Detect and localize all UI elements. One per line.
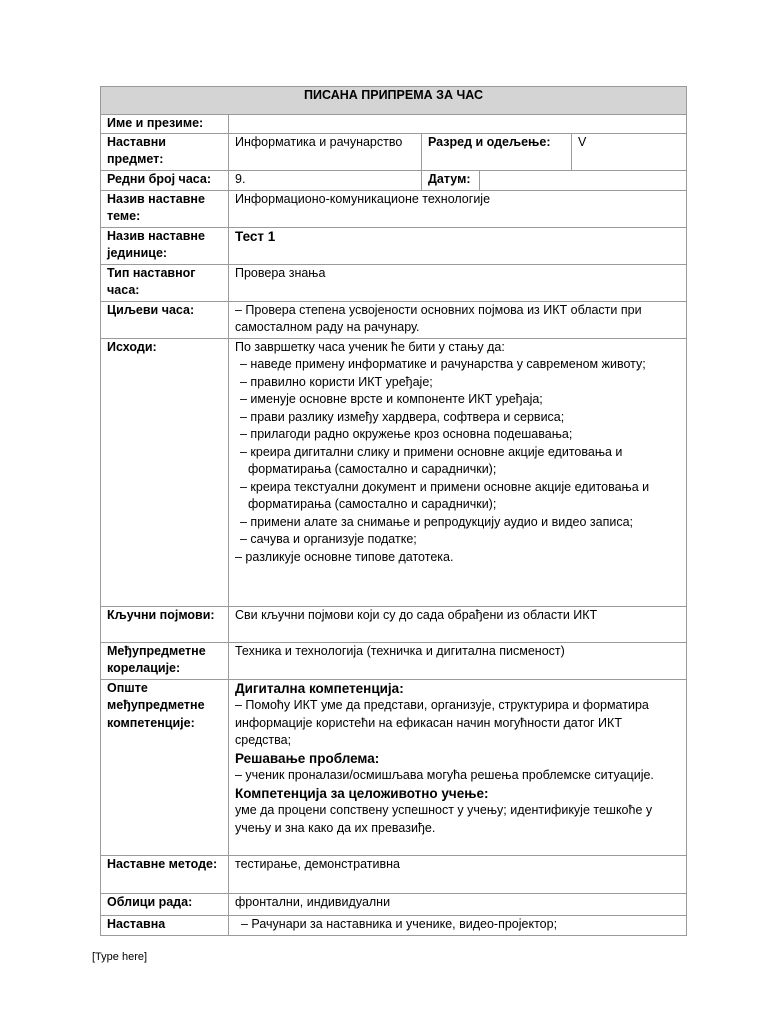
unit-value-text: Тест 1 <box>235 228 276 244</box>
class-type-value[interactable]: Провера знања <box>229 264 687 301</box>
lesson-number-label: Редни број часа: <box>101 170 229 190</box>
forms-label: Облици рада: <box>101 893 229 915</box>
grade-value[interactable]: V <box>572 133 687 170</box>
outcome-item: – сачува и организује податке; <box>240 532 417 546</box>
outcome-item: – наведе примену информатике и рачунарства у савременом животу; <box>240 357 646 371</box>
competence-heading-digital: Дигитална компетенција: <box>235 680 404 696</box>
page-footer: [Type here] <box>92 951 148 963</box>
methods-label: Наставне методе: <box>101 855 229 893</box>
correlations-label: Међупредметне корелације: <box>101 642 229 679</box>
date-label: Датум: <box>422 170 480 190</box>
lesson-number-value[interactable]: 9. <box>229 170 422 190</box>
outcome-item: – именује основне врсте и компоненте ИКТ уређаја; <box>240 392 543 406</box>
outcome-item: – креира текстуални документ и примени основне акције едитовања и форматирања (самостално и сараднички); <box>240 479 650 511</box>
key-terms-value[interactable]: Сви кључни појмови који су до сада обрађени из области ИКТ <box>229 606 687 642</box>
competence-text-lifelong: уме да процени сопствену успешност у учењу; идентификује тешкоће у учењу и зна како да их превазиђе. <box>235 803 653 835</box>
lesson-plan-table <box>100 86 687 936</box>
aids-value[interactable]: – Рачунари за наставника и ученике, видео-пројектор; <box>229 915 687 935</box>
competences-label: Опште међупредметне компетенције: <box>101 679 229 855</box>
date-value[interactable] <box>480 170 687 190</box>
aids-label: Наставна <box>101 915 229 935</box>
outcome-item: – правилно користи ИКТ уређаје; <box>240 374 433 389</box>
correlations-value[interactable]: Техника и технологија (техничка и дигитална писменост) <box>229 642 687 679</box>
goals-value[interactable]: – Провера степена усвојености основних појмова из ИКТ области при самосталном раду на рачунару. <box>229 301 687 338</box>
unit-value[interactable] <box>229 227 687 264</box>
topic-label: Назив наставне теме: <box>101 190 229 227</box>
outcome-item: – прави разлику између хардвера, софтвера и сервиса; <box>240 409 565 424</box>
competence-text-digital: – Помоћу ИКТ уме да представи, организује, структурира и форматира информације користећи на ефикасан начин могућности датог ИКТ средства; <box>235 698 649 747</box>
outcomes-value[interactable] <box>229 338 687 606</box>
outcome-item-last: – разликује основне типове датотека. <box>235 549 454 564</box>
forms-value[interactable]: фронтални, индивидуални <box>229 893 687 915</box>
goals-label: Циљеви часа: <box>101 301 229 338</box>
unit-label: Назив наставне јединице: <box>101 227 229 264</box>
competence-heading-lifelong: Компетенција за целоживотно учење: <box>235 785 489 801</box>
competence-text-problem: – ученик проналази/осмишљава могућа решења проблемске ситуације. <box>235 768 654 782</box>
topic-value[interactable]: Информационо-комуникационе технологије <box>229 190 687 227</box>
name-value[interactable] <box>229 115 687 134</box>
class-type-label: Тип наставног часа: <box>101 264 229 301</box>
outcome-item: – креира дигитални слику и примени основне акције едитовања и форматирања (самостално и сараднички); <box>240 444 623 476</box>
name-label: Име и презиме: <box>101 115 229 134</box>
subject-value[interactable]: Информатика и рачунарство <box>229 133 422 170</box>
methods-value[interactable]: тестирање, демонстративна <box>229 855 687 893</box>
key-terms-label: Кључни појмови: <box>101 606 229 642</box>
outcomes-label: Исходи: <box>101 338 229 606</box>
competences-value[interactable] <box>229 679 687 855</box>
outcome-item: – примени алате за снимање и репродукцију аудио и видео записа; <box>240 514 633 529</box>
outcome-item: – прилагоди радно окружење кроз основна подешавања; <box>240 427 573 441</box>
subject-label: Наставни предмет: <box>101 133 229 170</box>
outcomes-intro: По завршетку часа ученик ће бити у стању да: <box>235 339 505 354</box>
competence-heading-problem: Решавање проблема: <box>235 750 380 766</box>
grade-label: Разред и одељење: <box>422 133 572 170</box>
page-title: ПИСАНА ПРИПРЕМА ЗА ЧАС <box>101 87 687 115</box>
